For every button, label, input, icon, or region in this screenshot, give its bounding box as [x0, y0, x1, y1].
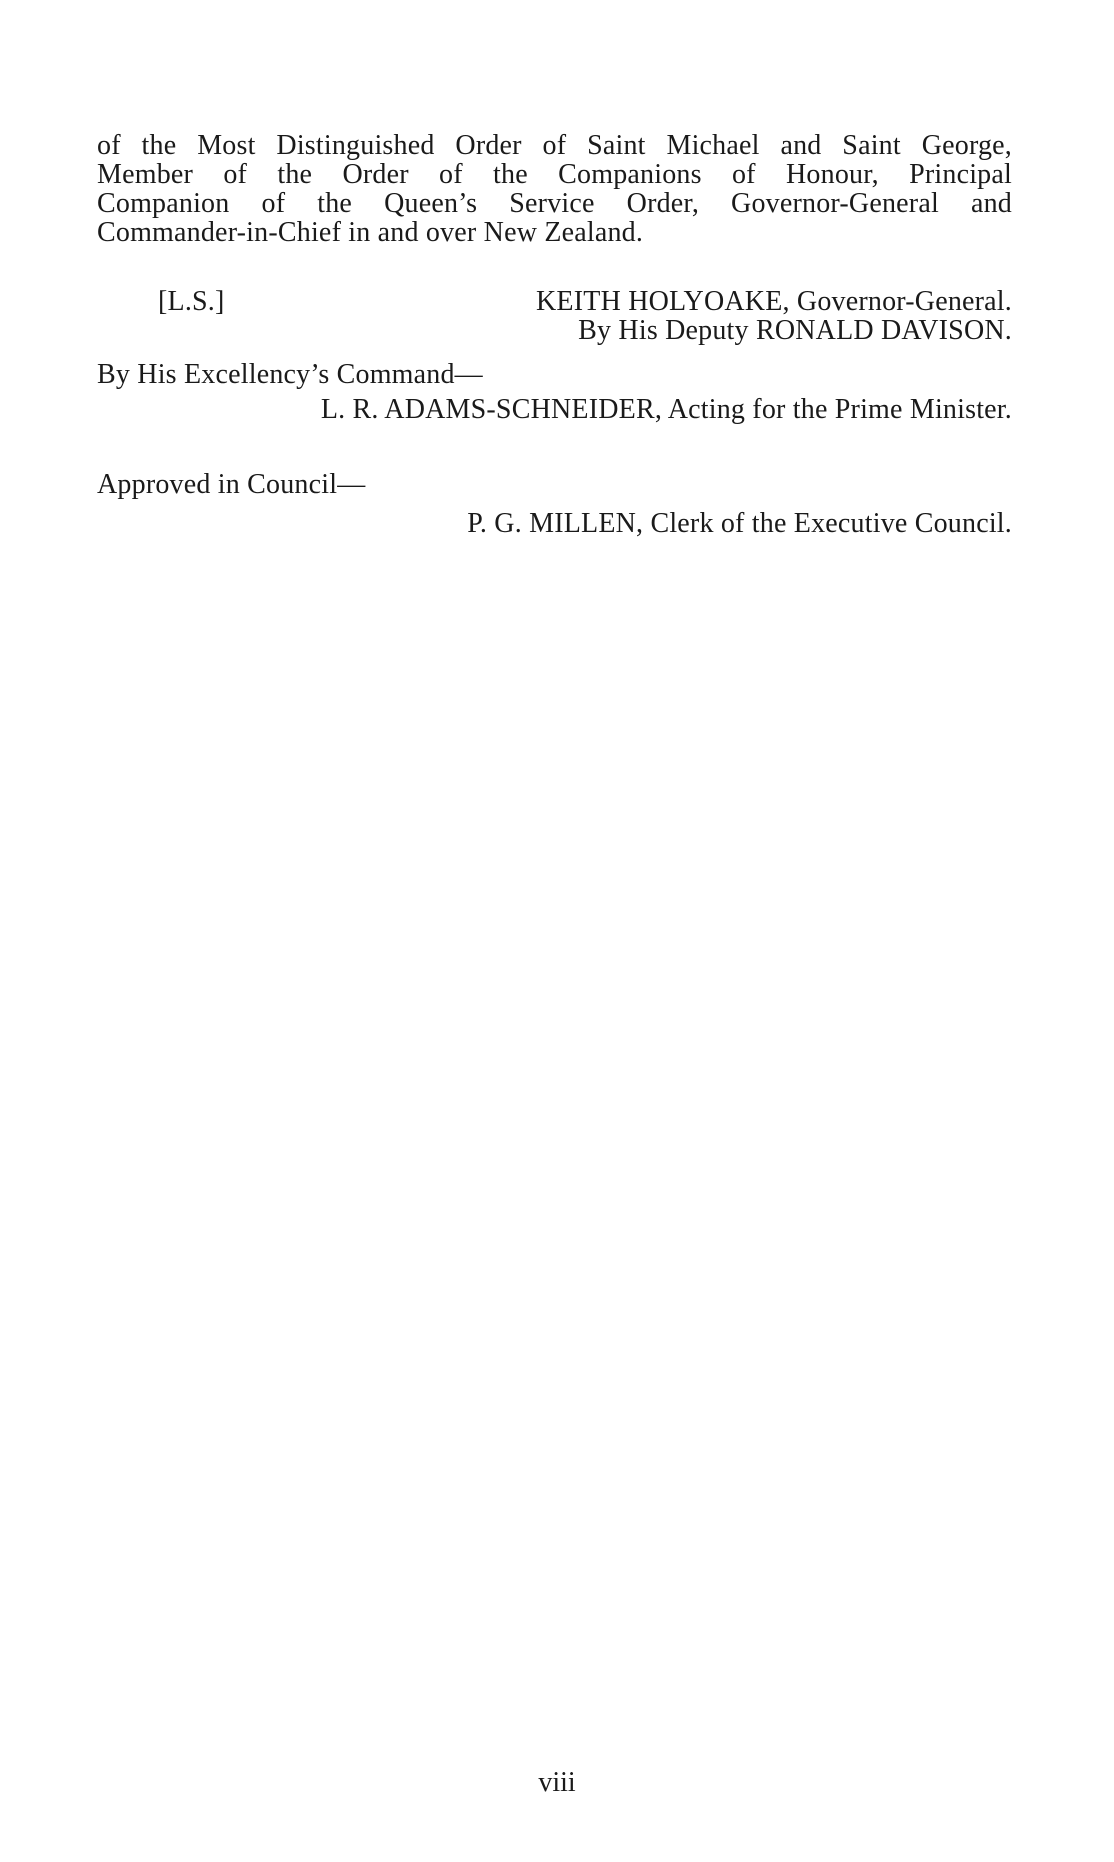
page-number: viii — [538, 1767, 576, 1798]
deputy-signature: By His Deputy RONALD DAVISON. — [578, 315, 1012, 346]
command-label: By His Excellency’s Command— — [97, 359, 483, 390]
intro-line: Member of the Order of the Companions of Honour, Principal — [97, 159, 1012, 190]
intro-line: Companion of the Queen’s Service Order, Governor-General and — [97, 188, 1012, 219]
prime-minister-signature: L. R. ADAMS-SCHNEIDER, Acting for the Prime Minister. — [320, 394, 1012, 425]
intro-line: of the Most Distinguished Order of Saint Michael and Saint George, — [97, 130, 1012, 161]
seal-mark: [L.S.] — [158, 286, 225, 317]
council-approval-label: Approved in Council— — [97, 469, 366, 500]
intro-line: Commander-in-Chief in and over New Zealand. — [97, 217, 644, 248]
intro-paragraph — [97, 131, 1012, 247]
clerk-signature: P. G. MILLEN, Clerk of the Executive Council. — [467, 508, 1012, 539]
governor-general-signature: KEITH HOLYOAKE, Governor-General. — [536, 286, 1012, 317]
